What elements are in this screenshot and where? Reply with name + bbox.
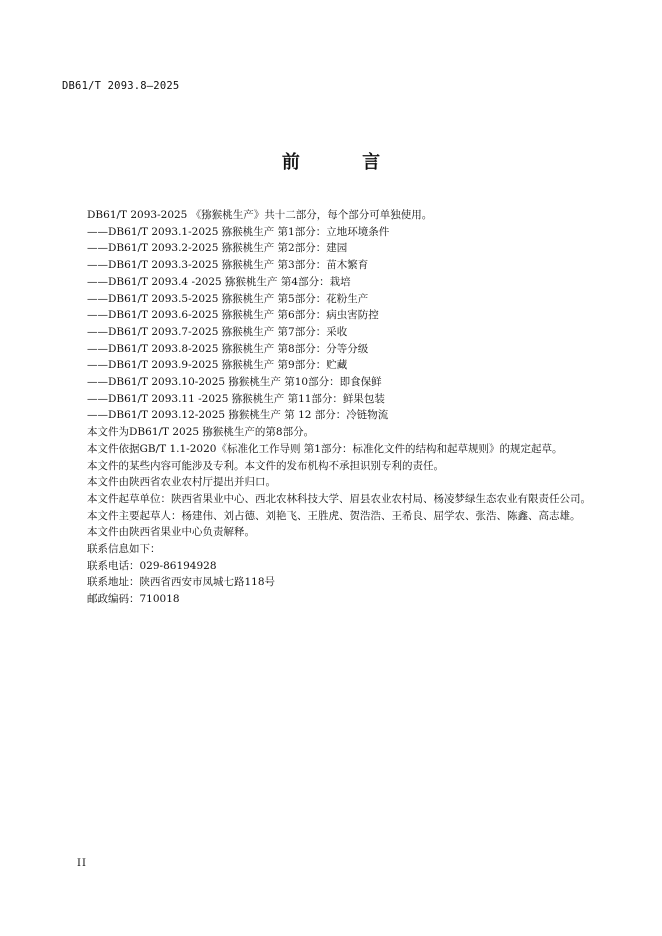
patent-notice-paragraph: 本文件的某些内容可能涉及专利。本文件的发布机构不承担识别专利的责任。 — [87, 459, 444, 472]
intro-paragraph: DB61/T 2093-2025 《猕猴桃生产》共十二部分，每个部分可单独使用。 — [87, 209, 433, 221]
list-item: ——DB61/T 2093.1-2025 猕猴桃生产 第1部分：立地环境条件 — [87, 225, 390, 238]
contact-phone: 联系电话：029-86194928 — [87, 559, 217, 572]
parts-list — [62, 224, 607, 424]
drafting-basis-paragraph: 本文件依据GB/T 1.1-2020《标准化工作导则 第1部分：标准化文件的结构和起草规则》的规定起草。 — [87, 442, 563, 455]
list-item: ——DB61/T 2093.5-2025 猕猴桃生产 第5部分：花粉生产 — [87, 292, 369, 305]
page-title: 前 言 — [281, 152, 409, 173]
list-item: ——DB61/T 2093.3-2025 猕猴桃生产 第3部分：苗木繁育 — [87, 259, 369, 272]
drafting-units-paragraph: 本文件起草单位：陕西省果业中心、西北农林科技大学、眉县农业农村局、杨凌梦绿生态农业有限责任公司。 — [87, 492, 591, 505]
list-item: ——DB61/T 2093.2-2025 猕猴桃生产 第2部分：建园 — [87, 242, 348, 255]
list-item: ——DB61/T 2093.10-2025 猕猴桃生产 第10部分：即食保鲜 — [87, 376, 382, 389]
list-item: ——DB61/T 2093.4 -2025 猕猴桃生产 第4部分：栽培 — [87, 275, 351, 288]
contact-heading: 联系信息如下： — [87, 543, 161, 556]
proposer-paragraph: 本文件由陕西省农业农村厅提出并归口。 — [87, 476, 276, 489]
list-item: ——DB61/T 2093.6-2025 猕猴桃生产 第6部分：病虫害防控 — [87, 309, 379, 322]
part-statement-paragraph: 本文件为DB61/T 2025 猕猴桃生产的第8部分。 — [87, 426, 315, 439]
contact-address: 联系地址：陕西省西安市凤城七路118号 — [87, 576, 276, 589]
interpretation-paragraph: 本文件由陕西省果业中心负责解释。 — [87, 526, 255, 539]
list-item: ——DB61/T 2093.11 -2025 猕猴桃生产 第11部分：鲜果包装 — [87, 392, 385, 405]
postal-code: 邮政编码：710018 — [87, 593, 180, 606]
document-body — [62, 207, 607, 608]
list-item: ——DB61/T 2093.7-2025 猕猴桃生产 第7部分：采收 — [87, 325, 348, 338]
page-number: II — [77, 858, 87, 869]
list-item: ——DB61/T 2093.9-2025 猕猴桃生产 第9部分：贮藏 — [87, 359, 348, 372]
drafters-paragraph: 本文件主要起草人：杨建伟、刘占德、刘艳飞、王胜虎、贺浩浩、王希良、屈学农、张浩、陈鑫、高志雄。 — [87, 509, 581, 522]
standard-code-header: DB61/T 2093.8—2025 — [62, 80, 180, 92]
list-item: ——DB61/T 2093.12-2025 猕猴桃生产 第 12 部分：冷链物流 — [87, 409, 389, 422]
list-item: ——DB61/T 2093.8-2025 猕猴桃生产 第8部分：分等分级 — [87, 342, 369, 355]
